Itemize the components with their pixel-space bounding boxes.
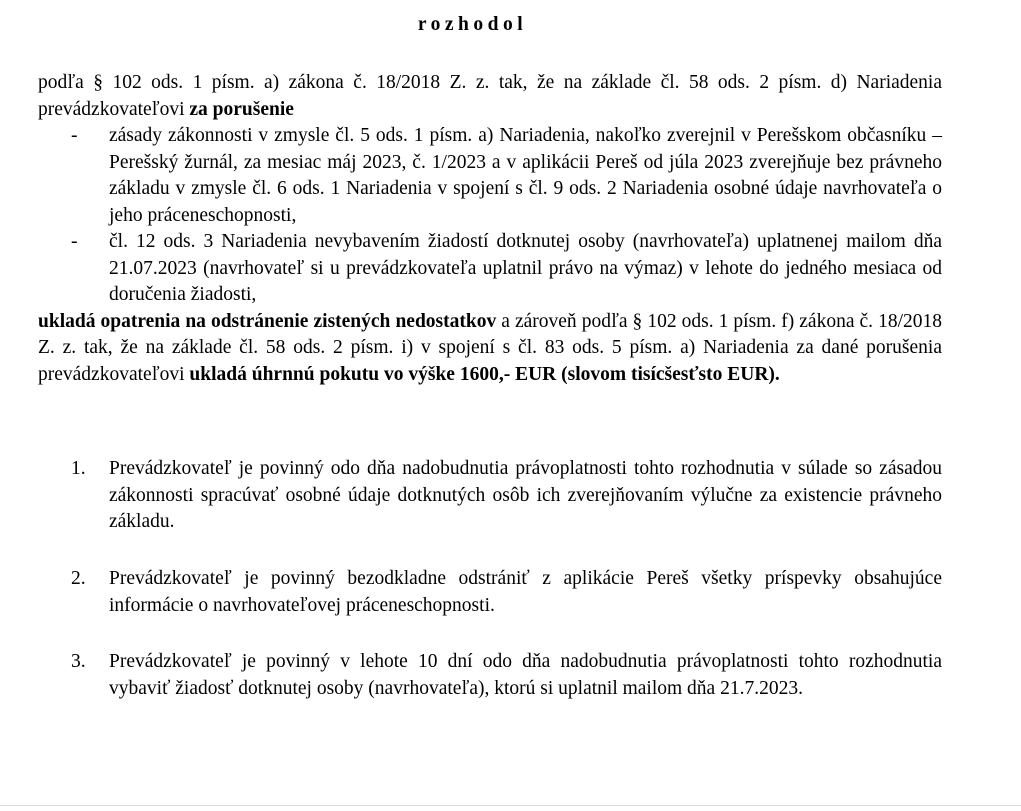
measure-item-1 xyxy=(38,456,942,536)
item-number: 1. xyxy=(71,458,86,479)
dash-marker: - xyxy=(71,125,78,146)
measures-bold-1: ukladá opatrenia na odstránenie zistených nedostatkov xyxy=(38,310,497,332)
page-bottom-divider xyxy=(0,805,1021,806)
measures-text: a zároveň podľa § 102 ods. 1 písm. f) zákona č. 18/2018 Z. z. tak, že na základe čl. 58 ods. 2 písm. i) v spojení s čl. 83 ods. 5 písm. a) Nariadenia za dané porušenia prevádzkovateľovi xyxy=(38,310,943,385)
measures-paragraph xyxy=(38,309,942,389)
measures-bold-2: ukladá úhrnnú pokutu vo výške 1600,- EUR (slovom tisícšesťsto EUR). xyxy=(189,363,780,385)
item-number: 2. xyxy=(71,568,86,589)
item-number: 3. xyxy=(71,651,86,672)
violation-text: zásady zákonnosti v zmysle čl. 5 ods. 1 písm. a) Nariadenia, nakoľko zverejnil v Perešskom občasníku – Perešský žurnál, za mesiac máj 2023, č. 1/2023 a v aplikácii Pereš od júla 2023 zverejňuje bez právneho základu v zmysle čl. 6 ods. 1 Nariadenia v spojení s čl. 9 ods. 2 Nariadenia osobné údaje navrhovateľa o jeho práceneschopnosti, xyxy=(109,125,942,226)
intro-paragraph xyxy=(38,70,942,123)
measure-item-2 xyxy=(38,566,942,619)
intro-text: podľa § 102 ods. 1 písm. a) zákona č. 18/2018 Z. z. tak, že na základe čl. 58 ods. 2 písm. d) Nariadenia prevádzkovateľovi xyxy=(38,72,942,120)
decision-heading: rozhodol xyxy=(417,14,528,35)
measure-text: Prevádzkovateľ je povinný v lehote 10 dní odo dňa nadobudnutia právoplatnosti tohto rozhodnutia vybaviť žiadosť dotknutej osoby (navrhovateľa), ktorú si uplatnil mailom dňa 21.7.2023. xyxy=(109,651,942,699)
violation-item-1 xyxy=(38,123,942,229)
violation-item-2 xyxy=(38,229,942,309)
measure-item-3 xyxy=(38,649,942,702)
violation-text: čl. 12 ods. 3 Nariadenia nevybavením žiadostí dotknutej osoby (navrhovateľa) uplatnenej mailom dňa 21.07.2023 (navrhovateľ si u prevádzkovateľa uplatnil právo na výmaz) v lehote do jedného mesiaca od doručenia žiadosti, xyxy=(109,231,942,305)
measure-text: Prevádzkovateľ je povinný bezodkladne odstrániť z aplikácie Pereš všetky príspevky obsahujúce informácie o navrhovateľovej práceneschopnosti. xyxy=(109,568,942,616)
measure-text: Prevádzkovateľ je povinný odo dňa nadobudnutia právoplatnosti tohto rozhodnutia v súlade so zásadou zákonnosti spracúvať osobné údaje dotknutých osôb ich zverejňovaním výlučne za existencie právneho základu. xyxy=(109,458,942,532)
intro-bold: za porušenie xyxy=(189,98,294,120)
dash-marker: - xyxy=(71,231,78,252)
